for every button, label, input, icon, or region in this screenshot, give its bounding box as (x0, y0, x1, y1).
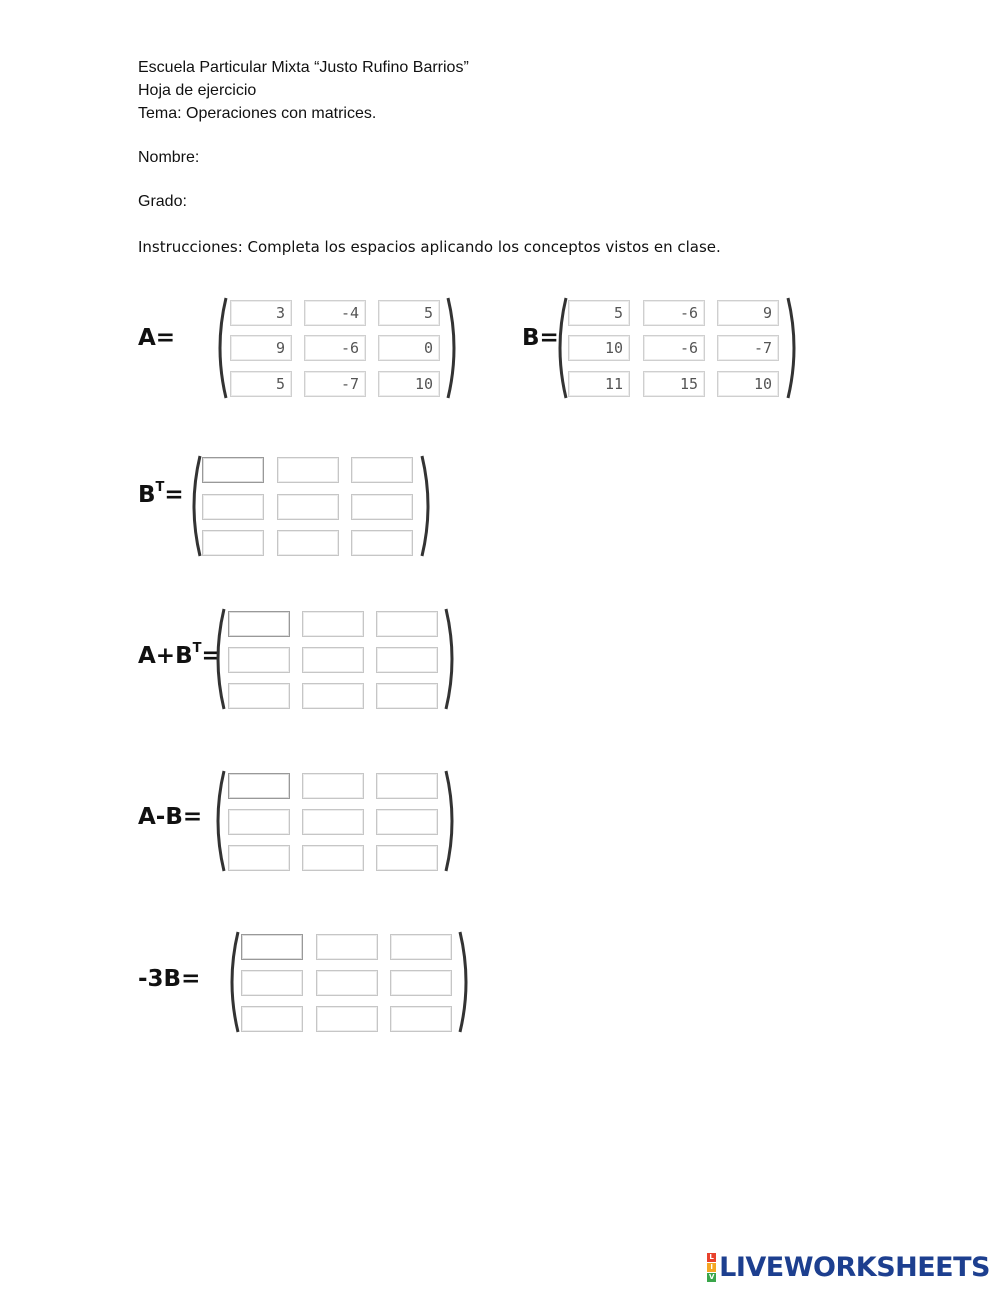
matrix-m3b-label: -3B= (138, 966, 201, 992)
matrix-m3b-input[interactable] (241, 934, 303, 960)
matrix-bt-input[interactable] (277, 530, 339, 556)
matrix-a-cell: 10 (378, 371, 440, 397)
matrix-a-cell: 0 (378, 335, 440, 361)
matrix-bt-input[interactable] (277, 494, 339, 520)
logo-text: LIVEWORKSHEETS (719, 1252, 990, 1283)
matrix-bt-label: $B^T=$ (138, 480, 184, 508)
matrix-bt-input[interactable] (351, 530, 413, 556)
matrix-b-cell: 9 (717, 300, 779, 326)
name-label: Nombre: (138, 149, 200, 166)
matrix-m3b-input[interactable] (390, 1006, 452, 1032)
matrix-apbt-input[interactable] (376, 683, 438, 709)
matrix-a-cell: -4 (304, 300, 366, 326)
matrix-bt-input[interactable] (202, 457, 264, 483)
matrix-b-cell: -7 (717, 335, 779, 361)
matrix-apbt-input[interactable] (228, 683, 290, 709)
matrix-a-cell: 5 (230, 371, 292, 397)
matrix-apbt-input[interactable] (376, 647, 438, 673)
grade-label: Grado: (138, 193, 187, 210)
matrix-amb-input[interactable] (376, 809, 438, 835)
matrix-bt-input[interactable] (351, 494, 413, 520)
topic: Tema: Operaciones con matrices. (138, 105, 377, 122)
matrix-b-cell: 15 (643, 371, 705, 397)
matrix-bt-input[interactable] (351, 457, 413, 483)
logo-cubes-icon: L I V (708, 1253, 715, 1281)
matrix-bt-input[interactable] (202, 494, 264, 520)
matrix-a-cell: 9 (230, 335, 292, 361)
matrix-m3b-input[interactable] (316, 1006, 378, 1032)
matrix-apbt-label: $A+B^T=$ (138, 641, 221, 669)
matrix-apbt-input[interactable] (228, 611, 290, 637)
matrix-apbt-input[interactable] (228, 647, 290, 673)
matrix-apbt-input[interactable] (302, 647, 364, 673)
matrix-b-cell: 5 (568, 300, 630, 326)
matrix-bt (188, 450, 434, 562)
matrix-amb (212, 765, 458, 877)
liveworksheets-logo[interactable] (707, 1252, 990, 1283)
matrix-amb-input[interactable] (376, 845, 438, 871)
matrix-b-cell: -6 (643, 300, 705, 326)
matrix-amb-label: A-B= (138, 804, 203, 830)
matrix-amb-input[interactable] (228, 809, 290, 835)
matrix-amb-input[interactable] (228, 773, 290, 799)
matrix-b (554, 292, 800, 404)
matrix-bt-input[interactable] (277, 457, 339, 483)
matrix-m3b-input[interactable] (241, 970, 303, 996)
matrix-apbt-input[interactable] (376, 611, 438, 637)
matrix-b-cell: 10 (717, 371, 779, 397)
matrix-m3b-input[interactable] (241, 1006, 303, 1032)
matrix-b-label: B= (522, 325, 559, 351)
sheet-title: Hoja de ejercicio (138, 82, 257, 99)
matrix-amb-input[interactable] (228, 845, 290, 871)
instructions: Instrucciones: Completa los espacios aplicando los conceptos vistos en clase. (138, 238, 721, 256)
matrix-amb-input[interactable] (302, 773, 364, 799)
matrix-b-cell: 11 (568, 371, 630, 397)
matrix-apbt-input[interactable] (302, 683, 364, 709)
matrix-a-cell: -6 (304, 335, 366, 361)
matrix-b-cell: -6 (643, 335, 705, 361)
matrix-amb-input[interactable] (302, 809, 364, 835)
matrix-a-label: A= (138, 325, 176, 351)
matrix-apbt-input[interactable] (302, 611, 364, 637)
matrix-m3b-input[interactable] (390, 970, 452, 996)
matrix-amb-input[interactable] (302, 845, 364, 871)
matrix-a-cell: 5 (378, 300, 440, 326)
matrix-amb-input[interactable] (376, 773, 438, 799)
matrix-a-cell: -7 (304, 371, 366, 397)
matrix-m3b-input[interactable] (316, 970, 378, 996)
matrix-m3b-input[interactable] (390, 934, 452, 960)
matrix-a (214, 292, 460, 404)
matrix-m3b-input[interactable] (316, 934, 378, 960)
matrix-a-cell: 3 (230, 300, 292, 326)
matrix-b-cell: 10 (568, 335, 630, 361)
matrix-bt-input[interactable] (202, 530, 264, 556)
matrix-m3b (226, 926, 472, 1038)
school-name: Escuela Particular Mixta “Justo Rufino Barrios” (138, 59, 469, 76)
matrix-apbt (212, 603, 458, 715)
